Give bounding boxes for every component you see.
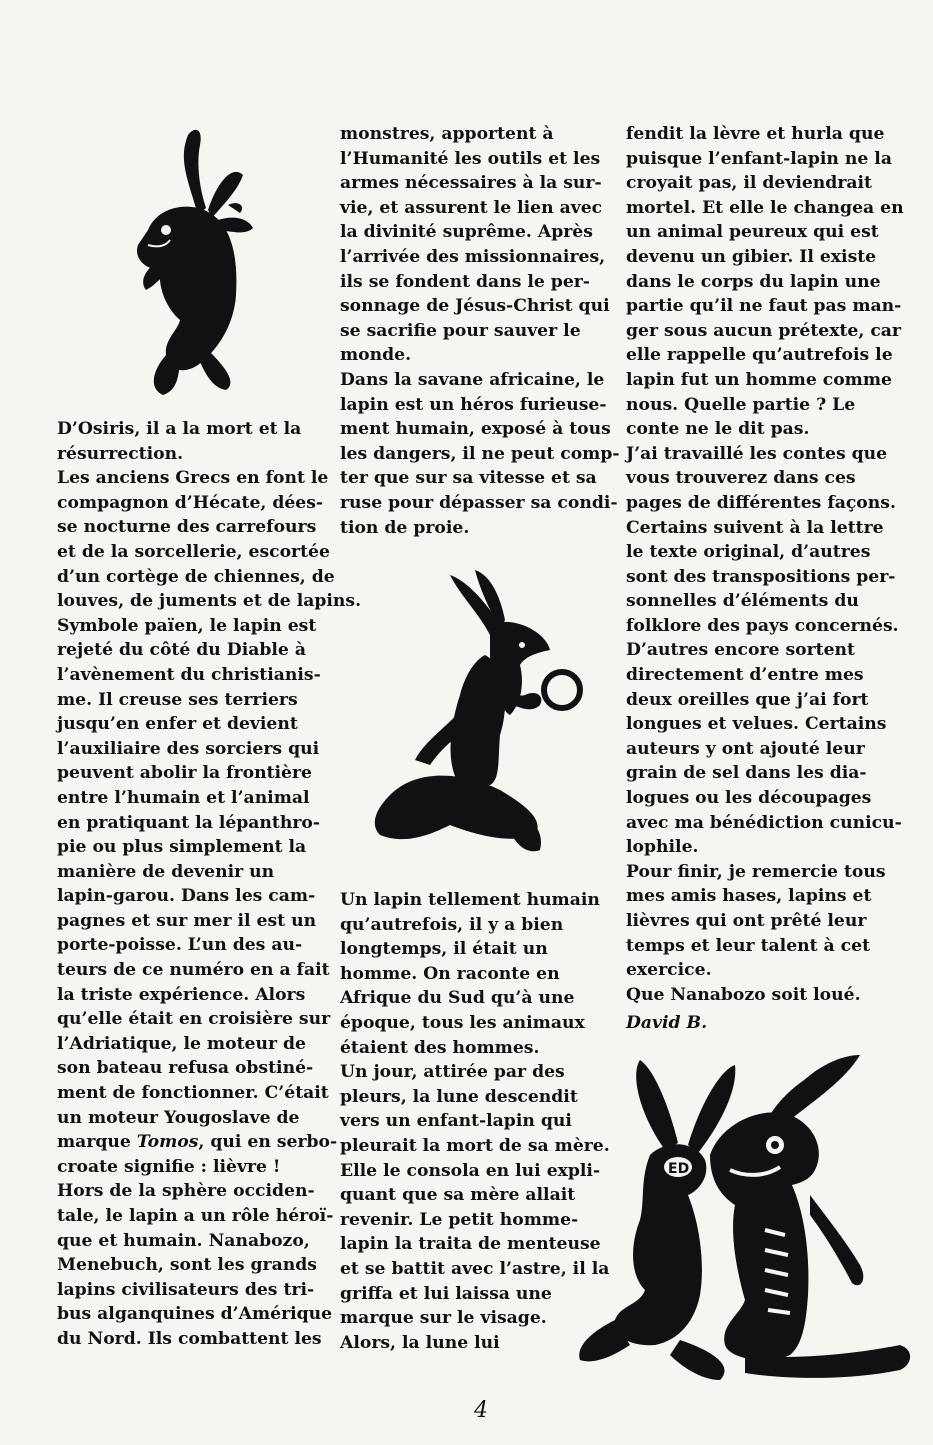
leaping-rabbit-illustration — [108, 120, 258, 400]
text-line: tale, le lapin a un rôle héroï- — [57, 1206, 334, 1226]
text-line: dans le corps du lapin une — [626, 271, 881, 292]
text-line: folklore des pays concernés. — [626, 615, 899, 636]
text-line: que et humain. Nanabozo, — [57, 1230, 310, 1251]
text-line: l’arrivée des missionnaires, — [340, 246, 606, 267]
text-line: rejeté du côté du Diable à — [57, 640, 306, 661]
text-line: se sacrifie pour sauver le — [340, 320, 581, 341]
text-line: Menebuch, sont les grands — [57, 1255, 317, 1276]
text-line: et se battit avec l’astre, il la — [340, 1258, 610, 1279]
text-line: entre l’humain et l’animal — [57, 787, 310, 808]
text-line: porte-poisse. L’un des au- — [57, 935, 303, 956]
text-line: teurs de ce numéro en a fait — [57, 960, 330, 981]
text-line: vers un enfant-lapin qui — [340, 1111, 572, 1132]
text-line: l’Humanité les outils et les — [340, 148, 601, 169]
text-line: auteurs y ont ajouté leur — [626, 738, 865, 759]
text-line: la triste expérience. Alors — [57, 984, 306, 1005]
text-line: peuvent abolir la frontière — [57, 763, 312, 784]
text-line: quant que sa mère allait — [340, 1185, 576, 1206]
text-line: l’Adriatique, le moteur de — [57, 1033, 306, 1054]
column-1-paragraph-lines — [57, 417, 362, 1130]
two-rabbits-illustration — [570, 1055, 920, 1395]
text-line: mortel. Et elle le changea en — [626, 197, 904, 218]
text-line: Elle le consola en lui expli- — [340, 1160, 601, 1181]
text-line: l’auxiliaire des sorciers qui — [57, 738, 320, 759]
text-line: longtemps, il était un — [340, 939, 548, 960]
text-line: étaient des hommes. — [340, 1037, 540, 1058]
column-3-paragraph-lines — [626, 122, 904, 1007]
text-line: lapins civilisateurs des tri- — [57, 1279, 315, 1300]
text-line: ruse pour dépasser sa condi- — [340, 492, 618, 513]
text-line: Certains suivent à la lettre — [626, 517, 884, 538]
text-line: lièvres qui ont prêté leur — [626, 911, 867, 931]
text-line: tion de proie. — [340, 517, 470, 538]
text-line: lapin-garou. Dans les cam- — [57, 886, 316, 907]
text-line: le texte original, d’autres — [626, 542, 871, 563]
text-line: marque sur le visage. — [340, 1308, 547, 1329]
seated-rabbit-man-illustration — [350, 565, 590, 865]
text-line: pages de différentes façons. — [626, 492, 896, 513]
text-line: Hors de la sphère occiden- — [57, 1181, 315, 1202]
text-line: logues ou les découpages — [626, 788, 872, 809]
column-3-text — [626, 122, 904, 1036]
text-line: Que Nanabozo soit loué. — [626, 984, 861, 1005]
text-line: compagnon d’Hécate, dées- — [57, 492, 324, 513]
text-line: J’ai travaillé les contes que — [626, 443, 888, 464]
text-line: grain de sel dans les dia- — [626, 763, 867, 784]
page-number: 4 — [474, 1398, 488, 1423]
text-line: revenir. Le petit homme- — [340, 1209, 579, 1230]
text-line: croate signifie : lièvre ! — [57, 1156, 281, 1177]
text-line: Un jour, attirée par des — [340, 1062, 565, 1083]
text-line: marque Tomos, qui en serbo- — [57, 1132, 338, 1153]
text-line: devenu un gibier. Il existe — [626, 246, 877, 267]
text-line: Dans la savane africaine, le — [340, 369, 605, 390]
text-line: vie, et assurent le lien avec — [340, 197, 603, 218]
text-line: Afrique du Sud qu’à une — [340, 988, 575, 1009]
text-line: vous trouverez dans ces — [626, 468, 856, 489]
text-line: me. Il creuse ses terriers — [57, 689, 298, 710]
text-line: sont des transpositions per- — [626, 566, 896, 587]
text-line: puisque l’enfant-lapin ne la — [626, 148, 892, 169]
text-line: pagnes et sur mer il est un — [57, 910, 317, 931]
text-line: résurrection. — [57, 443, 184, 464]
text-line: mes amis hases, lapins et — [626, 886, 872, 907]
text-line: jusqu’en enfer et devient — [57, 714, 298, 735]
text-line: pie ou plus simplement la — [57, 837, 307, 858]
text-line: manière de devenir un — [57, 861, 275, 882]
text-line: ils se fondent dans le per- — [340, 271, 590, 292]
text-line: d’un cortège de chiennes, de — [57, 566, 335, 587]
text-line: ment de fonctionner. C’était — [57, 1083, 329, 1104]
svg-text:ED: ED — [668, 1161, 690, 1177]
text-line: elle rappelle qu’autrefois le — [626, 345, 893, 366]
text-line: partie qu’il ne faut pas man- — [626, 296, 902, 317]
text-line: ger sous aucun prétexte, car — [626, 320, 901, 341]
text-line: fendit la lèvre et hurla que — [626, 124, 885, 144]
text-line: en pratiquant la lépanthro- — [57, 812, 321, 833]
text-line: un animal peureux qui est — [626, 222, 879, 243]
column-2-bottom-text — [340, 888, 610, 1355]
text-line: qu’elle était en croisière sur — [57, 1009, 331, 1030]
text-line: conte ne le dit pas. — [626, 419, 810, 440]
column-1-paragraph-lines-2 — [57, 1155, 334, 1352]
text-line: armes nécessaires à la sur- — [340, 173, 602, 194]
text-line: homme. On raconte en — [340, 963, 560, 984]
text-line: et de la sorcellerie, escortée — [57, 541, 330, 562]
text-line: Un lapin tellement humain — [340, 890, 600, 910]
column-1-text — [57, 417, 362, 1352]
text-line: ment humain, exposé à tous — [340, 419, 611, 440]
text-line: époque, tous les animaux — [340, 1012, 585, 1033]
text-line: l’avènement du christianis- — [57, 664, 321, 685]
text-line: lophile. — [626, 837, 699, 858]
text-line: Pour finir, je remercie tous — [626, 861, 886, 882]
text-line: un moteur Yougoslave de — [57, 1107, 300, 1128]
text-line: lapin est un héros furieuse- — [340, 394, 607, 415]
text-line: exercice. — [626, 960, 712, 981]
text-line: D’autres encore sortent — [626, 640, 855, 661]
column-2-top-text — [340, 122, 620, 540]
text-line: directement d’entre mes — [626, 665, 864, 686]
text-line: avec ma bénédiction cunicu- — [626, 812, 902, 833]
text-line: lapin la traita de menteuse — [340, 1234, 601, 1255]
text-line: pleurait la mort de sa mère. — [340, 1135, 610, 1156]
text-line: sonnelles d’éléments du — [626, 591, 859, 612]
text-line: monde. — [340, 345, 412, 366]
text-line: son bateau refusa obstiné- — [57, 1058, 314, 1079]
text-line: longues et velues. Certains — [626, 714, 887, 735]
text-line: ter que sur sa vitesse et sa — [340, 468, 597, 489]
text-line: pleurs, la lune descendit — [340, 1086, 578, 1107]
text-line: bus alganquines d’Amérique — [57, 1304, 333, 1325]
text-line: les dangers, il ne peut comp- — [340, 443, 620, 464]
author-signature: David B. — [626, 1013, 708, 1034]
text-line: croyait pas, il deviendrait — [626, 173, 872, 194]
text-line: Alors, la lune lui — [340, 1332, 500, 1353]
text-line: D’Osiris, il a la mort et la — [57, 419, 302, 439]
text-line: la divinité suprême. Après — [340, 222, 593, 243]
text-line: du Nord. Ils combattent les — [57, 1328, 322, 1349]
text-line: temps et leur talent à cet — [626, 935, 871, 956]
text-line: Symbole païen, le lapin est — [57, 615, 317, 636]
text-line: se nocturne des carrefours — [57, 517, 317, 538]
text-line: sonnage de Jésus-Christ qui — [340, 296, 610, 317]
text-line: lapin fut un homme comme — [626, 369, 892, 390]
text-line: nous. Quelle partie ? Le — [626, 394, 856, 415]
text-line: Les anciens Grecs en font le — [57, 468, 329, 489]
text-line: deux oreilles que j’ai fort — [626, 689, 869, 710]
tomos-italic: Tomos — [136, 1132, 199, 1153]
text-line: qu’autrefois, il y a bien — [340, 914, 564, 935]
text-line: louves, de juments et de lapins. — [57, 591, 362, 612]
text-line: griffa et lui laissa une — [340, 1283, 552, 1304]
text-line: monstres, apportent à — [340, 124, 554, 144]
